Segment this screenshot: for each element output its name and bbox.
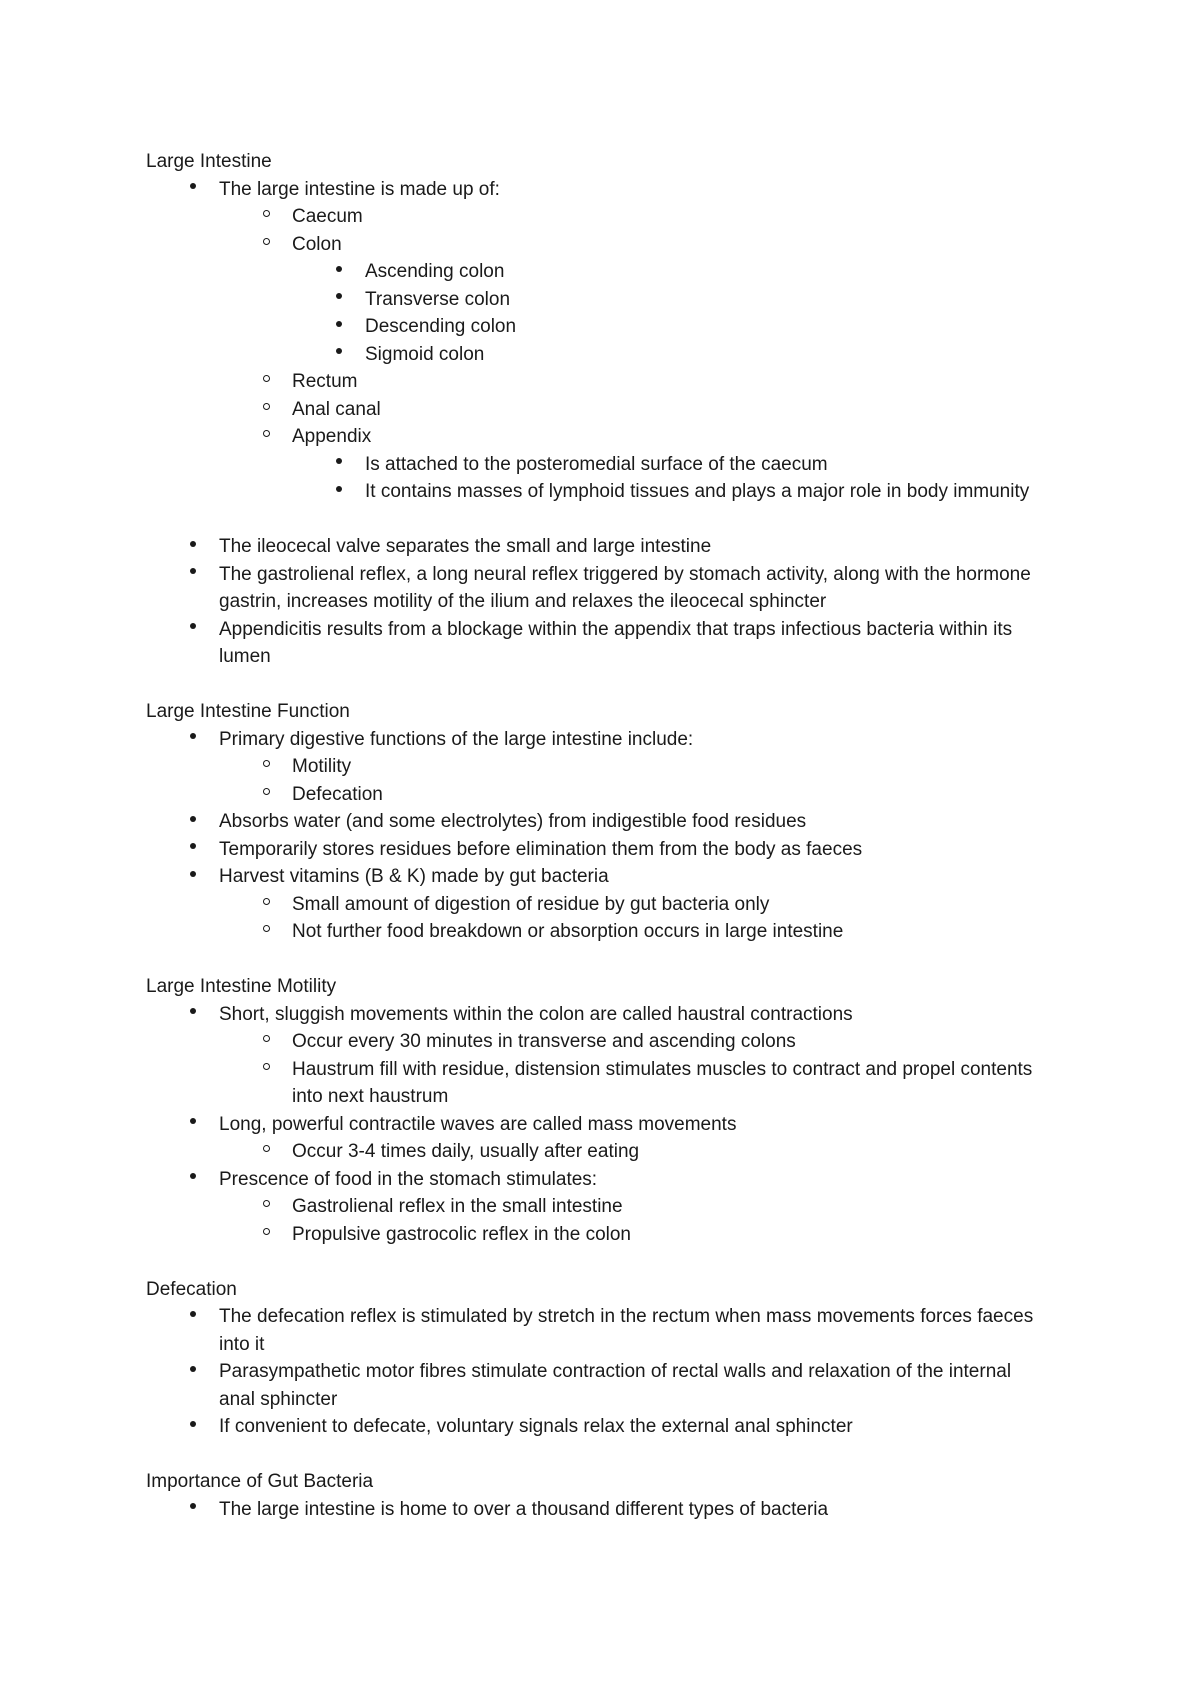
list-item-text: The large intestine is made up of: — [219, 178, 500, 200]
section-heading: Large Intestine Motility — [146, 976, 337, 997]
list-item — [146, 616, 1046, 671]
section — [146, 1276, 1046, 1469]
list-item — [146, 918, 1046, 946]
list-item-text: Caecum — [292, 206, 363, 227]
section — [146, 973, 1046, 1276]
bullet-icon — [332, 286, 346, 314]
bullet-icon — [186, 1303, 200, 1331]
list-item — [146, 203, 1046, 231]
list-item-text: Sigmoid colon — [365, 343, 485, 365]
list-item — [146, 891, 1046, 919]
section — [146, 1468, 1046, 1523]
list-item — [146, 423, 1046, 451]
list-item — [146, 1138, 1046, 1166]
list-item — [146, 836, 1046, 864]
list-item — [146, 176, 1046, 204]
hollow-bullet-icon — [259, 231, 273, 259]
list-item-text: The large intestine is home to over a thousand different types of bacteria — [219, 1498, 829, 1520]
hollow-bullet-icon — [259, 423, 273, 451]
bullet-icon — [332, 451, 346, 479]
list-item-text: If convenient to defecate, voluntary signals relax the external anal sphincter — [219, 1416, 853, 1437]
list-item-text: Not further food breakdown or absorption occurs in large intestine — [292, 921, 844, 942]
list-item — [146, 341, 1046, 369]
list-item — [146, 1111, 1046, 1139]
bullet-icon — [186, 1496, 200, 1524]
list-item-text: The gastrolienal reflex, a long neural reflex triggered by stomach activity, along with the hormone gastrin, increases motility of the ilium and relaxes the ileocecal sphincter — [219, 563, 1031, 612]
list-item — [146, 313, 1046, 341]
list-item — [146, 1303, 1046, 1358]
list-item-text: The defecation reflex is stimulated by stretch in the rectum when mass movements forces faeces into it — [219, 1306, 1034, 1355]
list-item — [146, 286, 1046, 314]
list-item-text: Propulsive gastrocolic reflex in the colon — [292, 1223, 632, 1245]
hollow-bullet-icon — [259, 1138, 273, 1166]
list-item-text: Defecation — [292, 783, 383, 805]
list-item-text: Primary digestive functions of the large intestine include: — [219, 728, 694, 750]
section-spacer — [146, 671, 1046, 699]
list-item-text: Motility — [292, 756, 352, 777]
list-item-text: Is attached to the posteromedial surface of the caecum — [365, 453, 828, 475]
list-item — [146, 451, 1046, 479]
list-item-text: Transverse colon — [365, 288, 511, 310]
bullet-icon — [186, 808, 200, 836]
bullet-list — [146, 1303, 1046, 1441]
blank-line — [146, 506, 1046, 534]
bullet-icon — [186, 836, 200, 864]
list-item-text: Short, sluggish movements within the colon are called haustral contractions — [219, 1003, 853, 1025]
list-item-text: Appendicitis results from a blockage within the appendix that traps infectious bacteria within its lumen — [219, 618, 1013, 667]
list-item-text: Rectum — [292, 371, 358, 392]
hollow-bullet-icon — [259, 1221, 273, 1249]
bullet-icon — [186, 1413, 200, 1441]
list-item-text: It contains masses of lymphoid tissues and plays a major role in body immunity — [365, 481, 1030, 502]
list-item-text: Long, powerful contractile waves are called mass movements — [219, 1113, 737, 1135]
hollow-bullet-icon — [259, 1056, 273, 1084]
bullet-icon — [186, 863, 200, 891]
list-item — [146, 1028, 1046, 1056]
section-heading: Large Intestine — [146, 151, 272, 172]
bullet-list — [146, 726, 1046, 946]
list-item-text: Harvest vitamins (B & K) made by gut bacteria — [219, 866, 609, 887]
section-heading: Large Intestine Function — [146, 701, 350, 722]
hollow-bullet-icon — [259, 368, 273, 396]
list-item — [146, 396, 1046, 424]
bullet-icon — [186, 1166, 200, 1194]
list-item — [146, 1358, 1046, 1413]
list-item — [146, 1166, 1046, 1194]
list-item — [146, 863, 1046, 891]
bullet-icon — [332, 341, 346, 369]
bullet-icon — [186, 1111, 200, 1139]
list-item-text: Descending colon — [365, 316, 517, 337]
list-item — [146, 231, 1046, 259]
list-item-text: Parasympathetic motor fibres stimulate contraction of rectal walls and relaxation of the internal anal sphincter — [219, 1361, 1012, 1410]
hollow-bullet-icon — [259, 203, 273, 231]
section-spacer — [146, 946, 1046, 974]
list-item — [146, 1221, 1046, 1249]
section — [146, 698, 1046, 973]
list-item — [146, 726, 1046, 754]
list-item-text: Temporarily stores residues before elimination them from the body as faeces — [219, 838, 863, 860]
section-heading: Defecation — [146, 1278, 237, 1300]
list-item — [146, 1193, 1046, 1221]
bullet-icon — [186, 533, 200, 561]
bullet-list — [146, 1496, 1046, 1524]
list-item-text: Ascending colon — [365, 261, 505, 282]
list-item — [146, 1496, 1046, 1524]
list-item — [146, 368, 1046, 396]
list-item-text: Small amount of digestion of residue by gut bacteria only — [292, 893, 770, 915]
list-item-text: Appendix — [292, 426, 372, 447]
bullet-icon — [186, 561, 200, 589]
list-item-text: Colon — [292, 233, 342, 255]
hollow-bullet-icon — [259, 918, 273, 946]
section-spacer — [146, 1248, 1046, 1276]
bullet-icon — [332, 313, 346, 341]
bullet-icon — [186, 1358, 200, 1386]
hollow-bullet-icon — [259, 891, 273, 919]
list-item — [146, 808, 1046, 836]
hollow-bullet-icon — [259, 781, 273, 809]
list-item — [146, 753, 1046, 781]
bullet-icon — [332, 258, 346, 286]
list-item-text: Occur 3-4 times daily, usually after eating — [292, 1141, 640, 1162]
bullet-icon — [186, 726, 200, 754]
hollow-bullet-icon — [259, 1193, 273, 1221]
section-spacer — [146, 1441, 1046, 1469]
bullet-list — [146, 176, 1046, 671]
bullet-icon — [186, 176, 200, 204]
bullet-icon — [186, 616, 200, 644]
section — [146, 148, 1046, 698]
list-item-text: Anal canal — [292, 398, 381, 420]
section-heading: Importance of Gut Bacteria — [146, 1471, 374, 1492]
list-item-text: Haustrum fill with residue, distension stimulates muscles to contract and propel contents into next haustrum — [292, 1058, 1033, 1107]
list-item — [146, 533, 1046, 561]
list-item-text: The ileocecal valve separates the small and large intestine — [219, 536, 712, 557]
hollow-bullet-icon — [259, 1028, 273, 1056]
document-page — [146, 148, 1046, 1523]
list-item — [146, 561, 1046, 616]
list-item — [146, 1001, 1046, 1029]
list-item-text: Absorbs water (and some electrolytes) from indigestible food residues — [219, 811, 807, 832]
list-item — [146, 781, 1046, 809]
list-item-text: Occur every 30 minutes in transverse and ascending colons — [292, 1031, 796, 1052]
bullet-icon — [186, 1001, 200, 1029]
hollow-bullet-icon — [259, 753, 273, 781]
bullet-icon — [332, 478, 346, 506]
list-item — [146, 478, 1046, 506]
list-item-text: Prescence of food in the stomach stimulates: — [219, 1168, 598, 1190]
list-item-text: Gastrolienal reflex in the small intestine — [292, 1196, 623, 1217]
list-item — [146, 1056, 1046, 1111]
bullet-list — [146, 1001, 1046, 1249]
list-item — [146, 258, 1046, 286]
list-item — [146, 1413, 1046, 1441]
hollow-bullet-icon — [259, 396, 273, 424]
